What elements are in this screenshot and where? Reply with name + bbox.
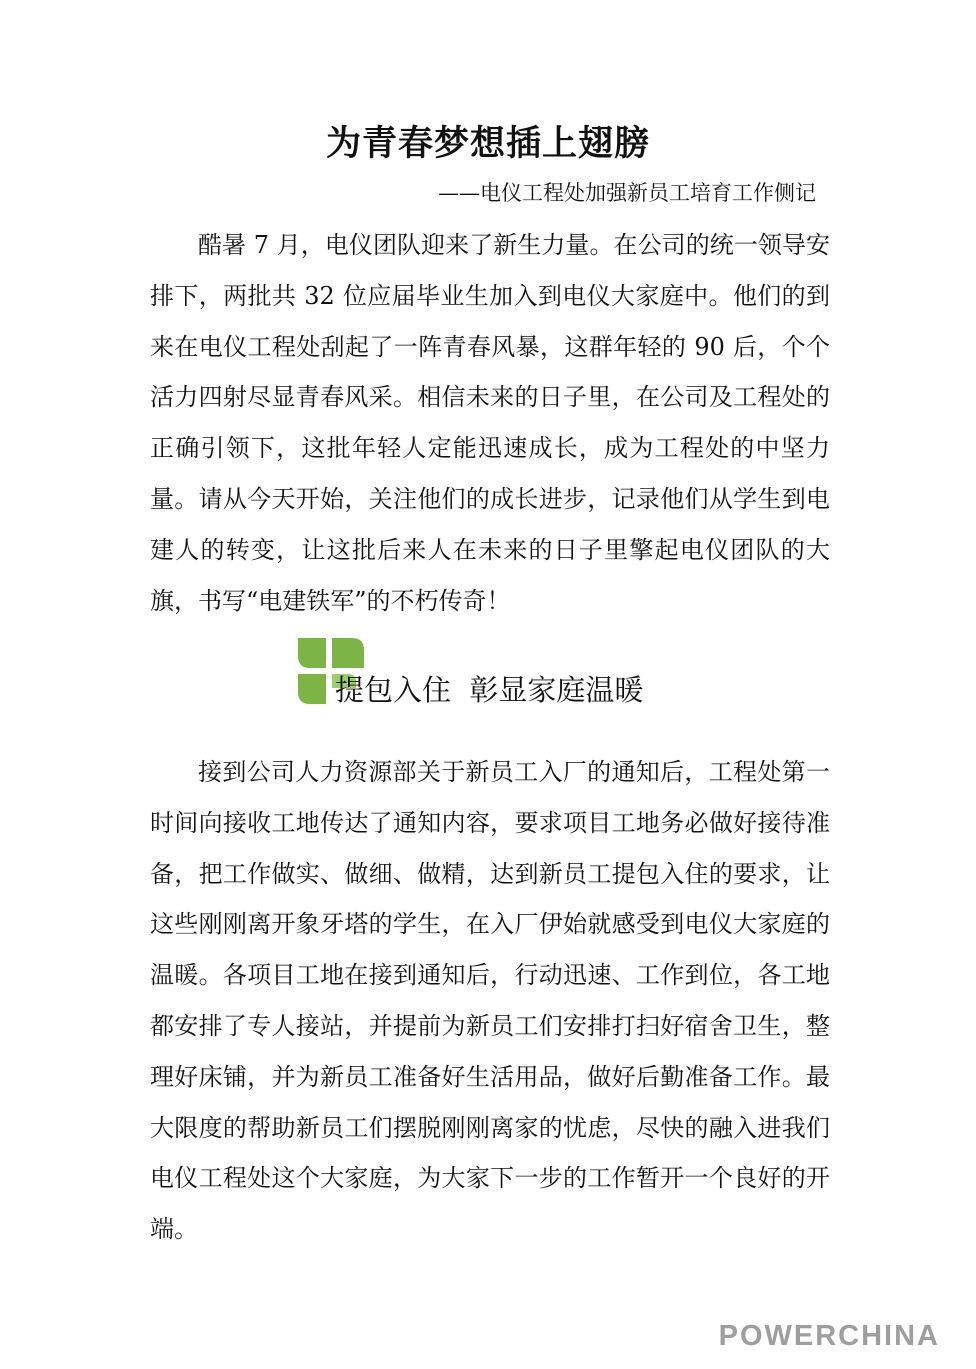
body-paragraph: 接到公司人力资源部关于新员工入厂的通知后，工程处第一时间向接收工地传达了通知内容，要求项目工地务必做好接待准备，把工作做实、做细、做精，达到新员工提包入住的要求，让这些刚刚离开象牙塔的学生，在入厂伊始就感受到电仪大家庭的温暖。各项目工地在接到通知后，行动迅速、工作到位，各工地都安排了专人接站，并提前为新员工们安排打扫好宿舍卫生，整理好床铺，并为新员工准备好生活用品，做好后勤准备工作。最大限度的帮助新员工们摆脱刚刚离家的忧虑，尽快的融入进我们电仪工程处这个大家庭，为大家下一步的工作暂开一个良好的开端。 xyxy=(150,758,830,1244)
article-title: 为青春梦想插上翅膀 xyxy=(325,123,650,164)
intro-paragraph: 酷暑 7 月，电仪团队迎来了新生力量。在公司的统一领导安排下，两批共 32 位应届毕业生加入到电仪大家庭中。他们的到来在电仪工程处刮起了一阵青春风暴，这群年轻的 90 后，个个活力四射尽显青春风采。相信未来的日子里，在公司及工程处的正确引领下，这批年轻人定能迅速成长，成为工程处的中坚力量。请从今天开始，关注他们的成长进步，记录他们从学生到电建人的转变，让这批后来人在未来的日子里擎起电仪团队的大旗，书写“电建铁军”的不朽传奇！ xyxy=(150,231,830,615)
powerchina-logo: POWERCHINA xyxy=(718,1320,940,1352)
section-heading xyxy=(296,636,756,712)
section-title: 提包入住 彰显家庭温暖 xyxy=(335,673,644,707)
article-subtitle: ——电仪工程处加强新员工培育工作侧记 xyxy=(438,181,816,205)
